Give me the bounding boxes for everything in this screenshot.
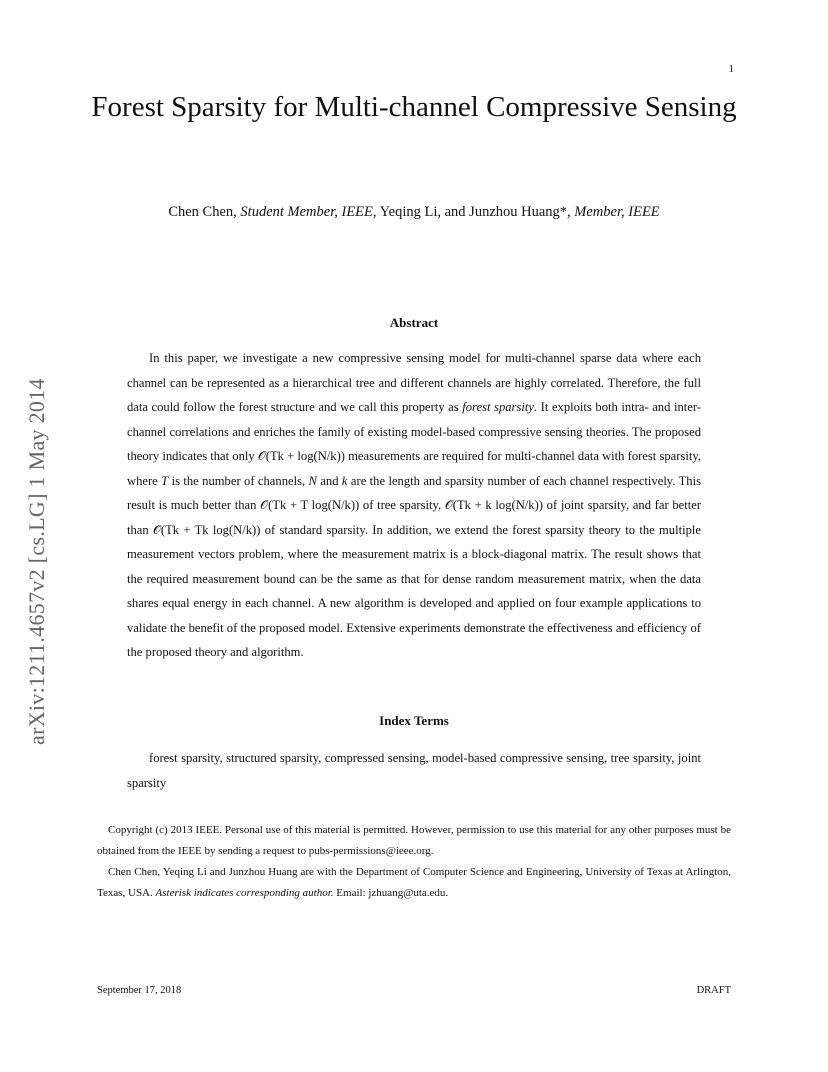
forest-sparsity-term: forest sparsity xyxy=(462,400,534,414)
footer-date: September 17, 2018 xyxy=(97,985,182,996)
math-forest-bound: 𝒪(Tk + log(N/k)) xyxy=(257,449,345,463)
author-list xyxy=(60,204,768,221)
author-3-role: Member, IEEE xyxy=(574,204,660,220)
abstract-heading: Abstract xyxy=(389,315,439,330)
index-terms-text: forest sparsity, structured sparsity, compressed sensing, model-based compressive sensing, tree sparsity, joint sparsity xyxy=(127,751,701,790)
authors-2-3: Yeqing Li, and Junzhou Huang*, xyxy=(376,204,575,220)
math-joint-bound: 𝒪(Tk + k log(N/k)) xyxy=(444,498,543,512)
affiliation-footnote: Chen Chen, Yeqing Li and Junzhou Huang are with the Department of Computer Science and Engineering, University of Texas at Arlington, Texas, USA. Asterisk indicates corresponding author. Email: jzhuang@uta.edu. xyxy=(97,866,731,899)
math-T: T xyxy=(161,473,169,488)
corresponding-author-note: Asterisk indicates corresponding author. xyxy=(155,887,334,899)
author-1: Chen Chen, xyxy=(168,204,241,220)
abstract-text: In this paper, we investigate a new compressive sensing model for multi-channel sparse data where each channel can be represented as a hierarchical tree and different channels are highly correlated. Therefore, the full data could follow the forest structure and we call this property as forest sparsity. It exploits both intra- and inter- channel correlations and enriches the family of existing model-based compressive sensing theories. The proposed theory indicates that only 𝒪(Tk + log(N/k)) measurements are required for multi-channel data with forest sparsity, where T is the number of channels, N and k are the length and sparsity number of each channel respectively. This result is much better than 𝒪(Tk + T log(N/k)) of tree sparsity, 𝒪(Tk + k log(N/k)) of joint sparsity, and far better than 𝒪(Tk + Tk log(N/k)) of standard sparsity. In addition, we extend the forest sparsity theory to the multiple measurement vectors problem, where the measurement matrix is a block-diagonal matrix. The result shows that the required measurement bound can be the same as that for dense random measurement matrix, when the data shares equal energy in each channel. A new algorithm is developed and applied on four example applications to validate the benefit of the proposed model. Extensive experiments demonstrate the effectiveness and efficiency of the proposed theory and algorithm. xyxy=(127,351,702,659)
copyright-footnote: Copyright (c) 2013 IEEE. Personal use of this material is permitted. However, permission to use this material for any other purposes must be obtained from the IEEE by sending a request to pubs-permissions@ieee.org. xyxy=(97,824,731,857)
math-k: k xyxy=(341,473,348,488)
author-1-role: Student Member, IEEE, xyxy=(240,204,377,220)
arxiv-side-stamp: arXiv:1211.4657v2 [cs.LG] 1 May 2014 xyxy=(24,378,49,745)
math-standard-bound: 𝒪(Tk + Tk log(N/k)) xyxy=(152,522,261,537)
page-number: 1 xyxy=(728,63,734,75)
footer-status: DRAFT xyxy=(696,985,731,996)
index-terms-heading: Index Terms xyxy=(379,713,449,728)
math-N: N xyxy=(308,473,317,488)
paper-title: Forest Sparsity for Multi-channel Compressive Sensing xyxy=(91,91,737,123)
math-tree-bound: 𝒪(Tk + T log(N/k)) xyxy=(260,498,360,512)
